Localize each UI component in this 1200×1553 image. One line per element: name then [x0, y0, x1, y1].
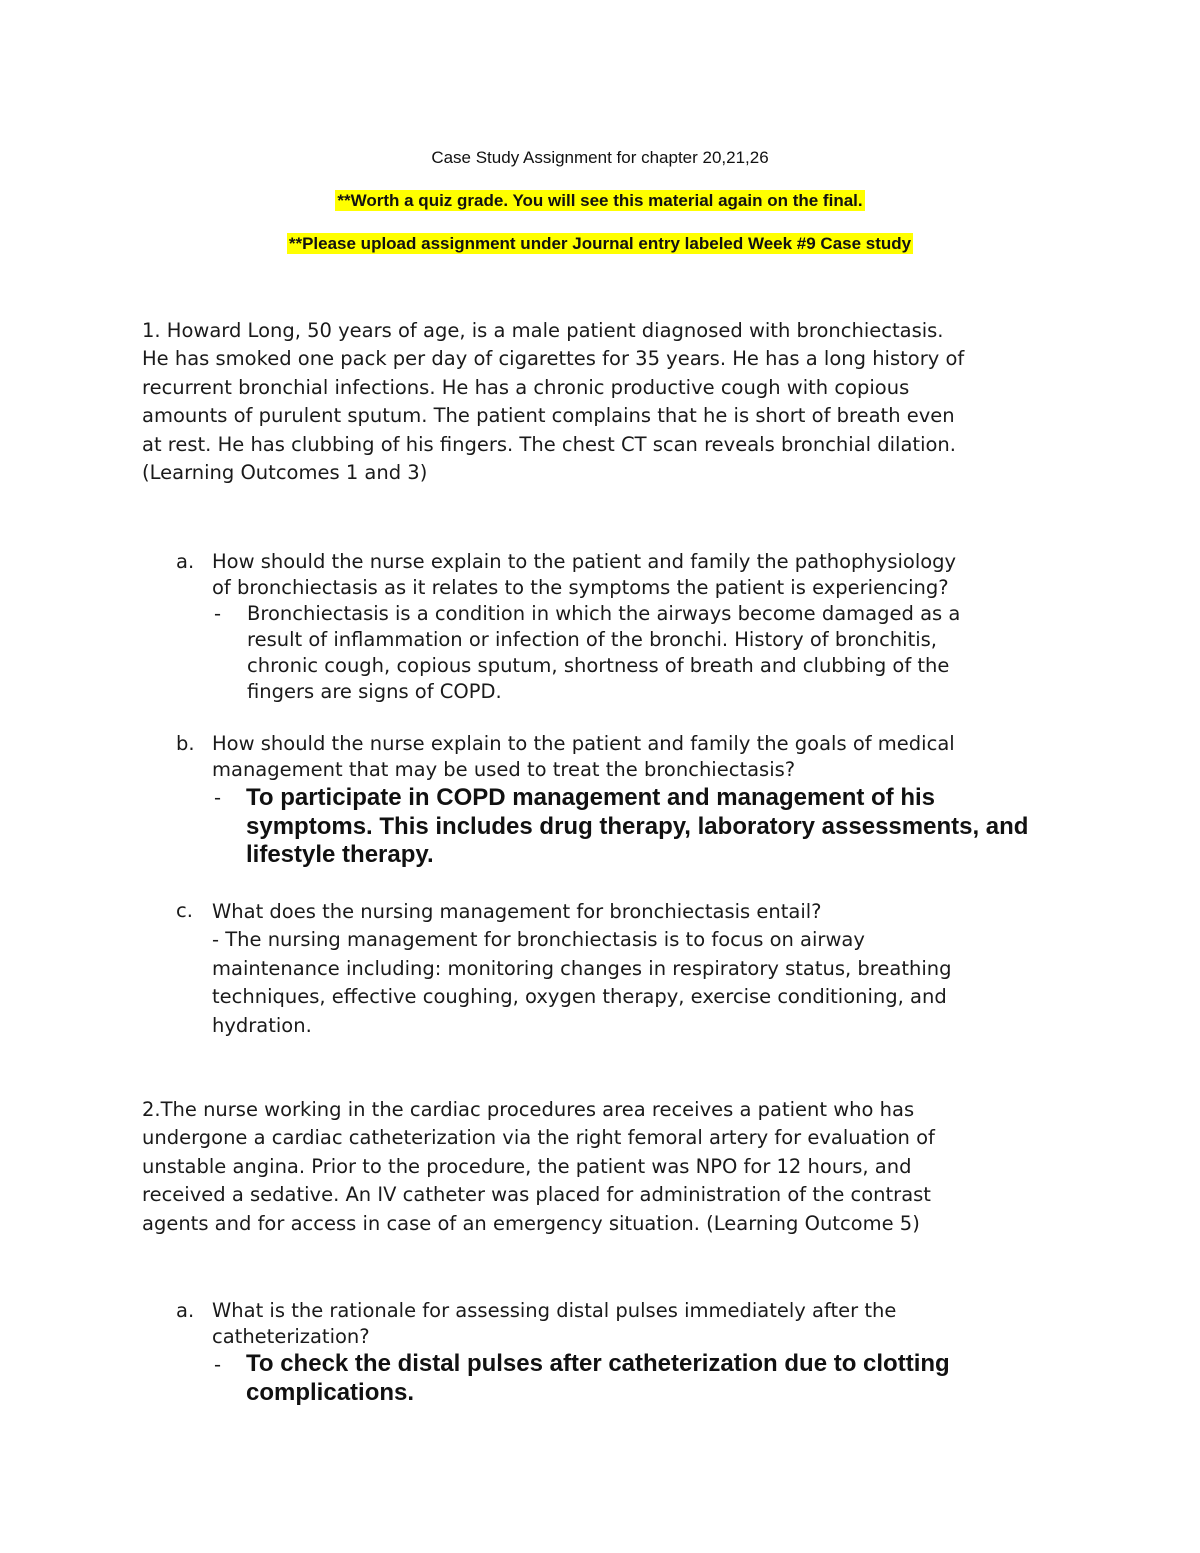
q2a-question-line: What is the rationale for assessing distal pulses immediately after the — [212, 1299, 897, 1322]
q1c-line: - The nursing management for bronchiectasis is to focus on airway — [212, 928, 865, 952]
q1b-marker: b. — [176, 732, 195, 755]
q1a-question-line: How should the nurse explain to the patient and family the pathophysiology — [212, 550, 957, 573]
q1c-line: What does the nursing management for bronchiectasis entail? — [212, 900, 822, 923]
q1-line: (Learning Outcomes 1 and 3) — [142, 461, 428, 485]
q2-line: unstable angina. Prior to the procedure, the patient was NPO for 12 hours, and — [142, 1154, 912, 1178]
note-upload-text: **Please upload assignment under Journal entry labeled Week #9 Case study — [288, 234, 912, 253]
q1b-answer — [246, 784, 1028, 870]
q2-line: agents and for access in case of an emergency situation. (Learning Outcome 5) — [142, 1211, 920, 1235]
q2a-marker: a. — [176, 1299, 195, 1322]
q1-line: recurrent bronchial infections. He has a chronic productive cough with copious — [142, 375, 910, 399]
q1-line: 1. Howard Long, 50 years of age, is a male patient diagnosed with bronchiectasis. — [142, 319, 944, 342]
q1b-answer-line: lifestyle therapy. — [246, 841, 434, 868]
title-text: Case Study Assignment for chapter 20,21,26 — [431, 148, 769, 167]
q2a-answer-dash: - — [214, 1353, 222, 1376]
q1-line: He has smoked one pack per day of cigarettes for 35 years. He has a long history of — [142, 347, 965, 371]
q2-line: 2.The nurse working in the cardiac procedures area receives a patient who has — [142, 1098, 915, 1121]
q1c-marker: c. — [176, 899, 193, 922]
q1-line: amounts of purulent sputum. The patient complains that he is short of breath even — [142, 404, 955, 428]
q2-line: received a sedative. An IV catheter was placed for administration of the contrast — [142, 1183, 931, 1207]
q1c-line: techniques, effective coughing, oxygen therapy, exercise conditioning, and — [212, 985, 947, 1009]
q1a-answer-line: Bronchiectasis is a condition in which the airways become damaged as a — [247, 602, 961, 625]
document-title — [0, 147, 1200, 169]
q1-line: at rest. He has clubbing of his fingers. The chest CT scan reveals bronchial dilation. — [142, 432, 956, 456]
q1a-answer-line: chronic cough, copious sputum, shortness of breath and clubbing of the — [247, 654, 950, 677]
q2-line: undergone a cardiac catheterization via the right femoral artery for evaluation of — [142, 1126, 935, 1150]
q1a-question — [212, 549, 956, 601]
q2a-answer — [246, 1350, 950, 1407]
q2a-answer-line: complications. — [246, 1378, 415, 1406]
q1b-answer-line: symptoms. This includes drug therapy, laboratory assessments, and — [246, 812, 1029, 840]
question-2-text — [142, 1096, 935, 1238]
q1b-question-line: How should the nurse explain to the patient and family the goals of medical — [212, 732, 955, 755]
q2a-question — [212, 1298, 896, 1350]
q1b-answer-line: To participate in COPD management and management of his — [246, 784, 936, 811]
q1a-question-line: of bronchiectasis as it relates to the symptoms the patient is experiencing? — [212, 576, 949, 599]
q1a-marker: a. — [176, 550, 195, 573]
q2a-answer-line: To check the distal pulses after catheterization due to clotting — [246, 1350, 950, 1377]
q2a-question-line: catheterization? — [212, 1325, 370, 1348]
highlight-note-quiz — [0, 190, 1200, 212]
q1b-answer-dash: - — [214, 786, 222, 809]
q1a-answer-line: fingers are signs of COPD. — [247, 680, 502, 703]
highlight-note-upload — [0, 233, 1200, 255]
q1a-answer-dash: - — [214, 602, 222, 625]
q1c-line: hydration. — [212, 1013, 312, 1037]
note-quiz-text: **Worth a quiz grade. You will see this material again on the final. — [337, 191, 863, 210]
q1b-question-line: management that may be used to treat the bronchiectasis? — [212, 758, 796, 781]
q1c-text — [212, 898, 952, 1040]
q1a-answer-line: result of inflammation or infection of the bronchi. History of bronchitis, — [247, 628, 938, 651]
q1c-line: maintenance including: monitoring changes in respiratory status, breathing — [212, 956, 952, 980]
q1b-question — [212, 731, 955, 783]
question-1-text — [142, 317, 964, 487]
q1a-answer — [247, 601, 960, 705]
